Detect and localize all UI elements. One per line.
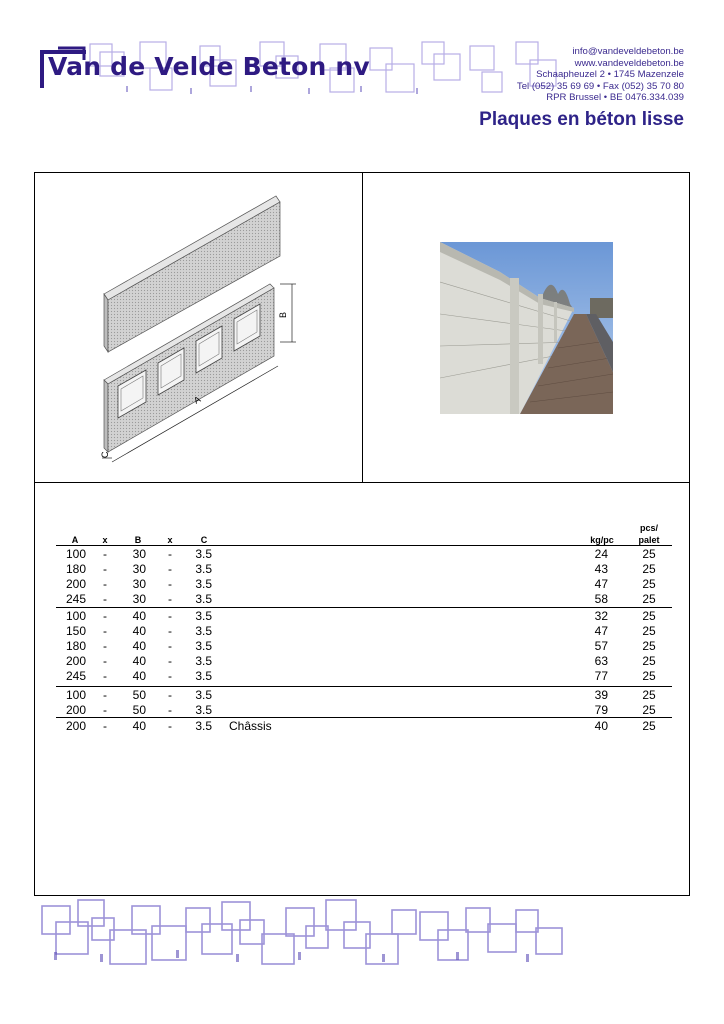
contact-email[interactable]: info@vandeveldebeton.be [572, 46, 684, 57]
cell-c: 3.5 [195, 577, 212, 591]
cell-c: 3.5 [195, 719, 212, 733]
cell-c: 3.5 [195, 688, 212, 702]
frame-divider-vertical [362, 172, 363, 482]
cell-c: 3.5 [195, 592, 212, 606]
cell-pcs: 25 [642, 562, 656, 576]
cell-a: 100 [65, 609, 86, 623]
cell-kg: 47 [594, 624, 608, 638]
page-title: Plaques en béton lisse [479, 109, 684, 130]
contact-website[interactable]: www.vandeveldebeton.be [574, 57, 684, 69]
footer-decoration [36, 896, 636, 966]
cell-separator: - [103, 654, 107, 668]
group-rule-2 [56, 686, 672, 687]
cell-b: 50 [132, 688, 146, 702]
contact-block [517, 46, 684, 104]
header-pcs-line2: palet [638, 535, 660, 545]
cell-separator: - [103, 592, 107, 606]
cell-c: 3.5 [195, 562, 212, 576]
cell-kg: 58 [594, 592, 608, 606]
panel-drawing [80, 190, 320, 470]
cell-a: 200 [65, 703, 86, 717]
cell-pcs: 25 [642, 688, 656, 702]
cell-b: 30 [132, 592, 146, 606]
dimension-label-b: B [278, 311, 288, 318]
cell-kg: 77 [594, 669, 608, 683]
header-c: C [200, 535, 208, 545]
cell-c: 3.5 [195, 654, 212, 668]
cell-separator: - [103, 688, 107, 702]
cell-c: 3.5 [195, 547, 212, 561]
cell-kg: 57 [594, 639, 608, 653]
contact-address: Schaapheuzel 2 • 1745 Mazenzele [536, 69, 684, 80]
cell-separator: - [103, 703, 107, 717]
cell-separator: - [103, 562, 107, 576]
cell-b: 40 [132, 609, 146, 623]
header-x2: x [167, 535, 173, 545]
cell-pcs: 25 [642, 609, 656, 623]
cell-a: 180 [65, 639, 86, 653]
company-name: Van de Velde Beton nv [48, 52, 370, 81]
cell-separator: - [168, 592, 172, 606]
cell-pcs: 25 [642, 577, 656, 591]
cell-pcs: 25 [642, 624, 656, 638]
cell-kg: 63 [594, 654, 608, 668]
cell-separator: - [168, 577, 172, 591]
dimension-label-c: C [100, 451, 110, 458]
cell-a: 200 [65, 719, 86, 733]
cell-a: 100 [65, 688, 86, 702]
group-rule-3 [56, 717, 672, 718]
header-rule [56, 545, 672, 546]
cell-separator: - [103, 624, 107, 638]
cell-b: 40 [132, 624, 146, 638]
cell-pcs: 25 [642, 592, 656, 606]
cell-c: 3.5 [195, 703, 212, 717]
cell-separator: - [103, 719, 107, 733]
cell-separator: - [168, 654, 172, 668]
cell-separator: - [168, 562, 172, 576]
cell-b: 40 [132, 639, 146, 653]
cell-separator: - [168, 609, 172, 623]
cell-a: 180 [65, 562, 86, 576]
cell-pcs: 25 [642, 669, 656, 683]
cell-separator: - [168, 624, 172, 638]
cell-kg: 79 [594, 703, 608, 717]
cell-a: 100 [65, 547, 86, 561]
group-rule-1 [56, 607, 672, 608]
cell-kg: 47 [594, 577, 608, 591]
cell-b: 30 [132, 562, 146, 576]
cell-b: 40 [132, 719, 146, 733]
header-pcs-line1: pcs/ [639, 523, 658, 533]
cell-separator: - [168, 547, 172, 561]
cell-separator: - [103, 639, 107, 653]
cell-b: 30 [132, 577, 146, 591]
cell-c: 3.5 [195, 609, 212, 623]
header-b: B [134, 535, 142, 545]
cell-c: 3.5 [195, 624, 212, 638]
cell-c: 3.5 [195, 669, 212, 683]
cell-a: 245 [65, 669, 86, 683]
cell-c: 3.5 [195, 639, 212, 653]
cell-separator: - [103, 547, 107, 561]
cell-kg: 39 [594, 688, 608, 702]
wall-photo [440, 242, 613, 414]
cell-separator: - [168, 669, 172, 683]
cell-separator: - [168, 639, 172, 653]
header-a: A [71, 535, 79, 545]
header-x1: x [102, 535, 108, 545]
cell-kg: 43 [594, 562, 608, 576]
cell-a: 245 [65, 592, 86, 606]
cell-separator: - [103, 609, 107, 623]
cell-b: 50 [132, 703, 146, 717]
header-kg: kg/pc [590, 535, 614, 545]
cell-b: 40 [132, 654, 146, 668]
cell-pcs: 25 [642, 703, 656, 717]
cell-separator: - [168, 719, 172, 733]
cell-pcs: 25 [642, 654, 656, 668]
cell-separator: - [103, 669, 107, 683]
cell-pcs: 25 [642, 547, 656, 561]
cell-separator: - [168, 688, 172, 702]
contact-phone: Tel (052) 35 69 69 • Fax (052) 35 70 80 [516, 80, 684, 92]
cell-note: Châssis [229, 719, 272, 733]
cell-separator: - [103, 577, 107, 591]
cell-kg: 40 [594, 719, 608, 733]
frame-divider-horizontal [34, 482, 690, 483]
cell-b: 40 [132, 669, 146, 683]
cell-a: 150 [65, 624, 86, 638]
cell-kg: 24 [594, 547, 608, 561]
cell-pcs: 25 [642, 639, 656, 653]
cell-b: 30 [132, 547, 146, 561]
cell-kg: 32 [594, 609, 608, 623]
cell-pcs: 25 [642, 719, 656, 733]
cell-separator: - [168, 703, 172, 717]
cell-a: 200 [65, 577, 86, 591]
contact-registry: RPR Brussel • BE 0476.334.039 [546, 92, 684, 103]
dimension-label-a: A [192, 394, 203, 406]
cell-a: 200 [65, 654, 86, 668]
